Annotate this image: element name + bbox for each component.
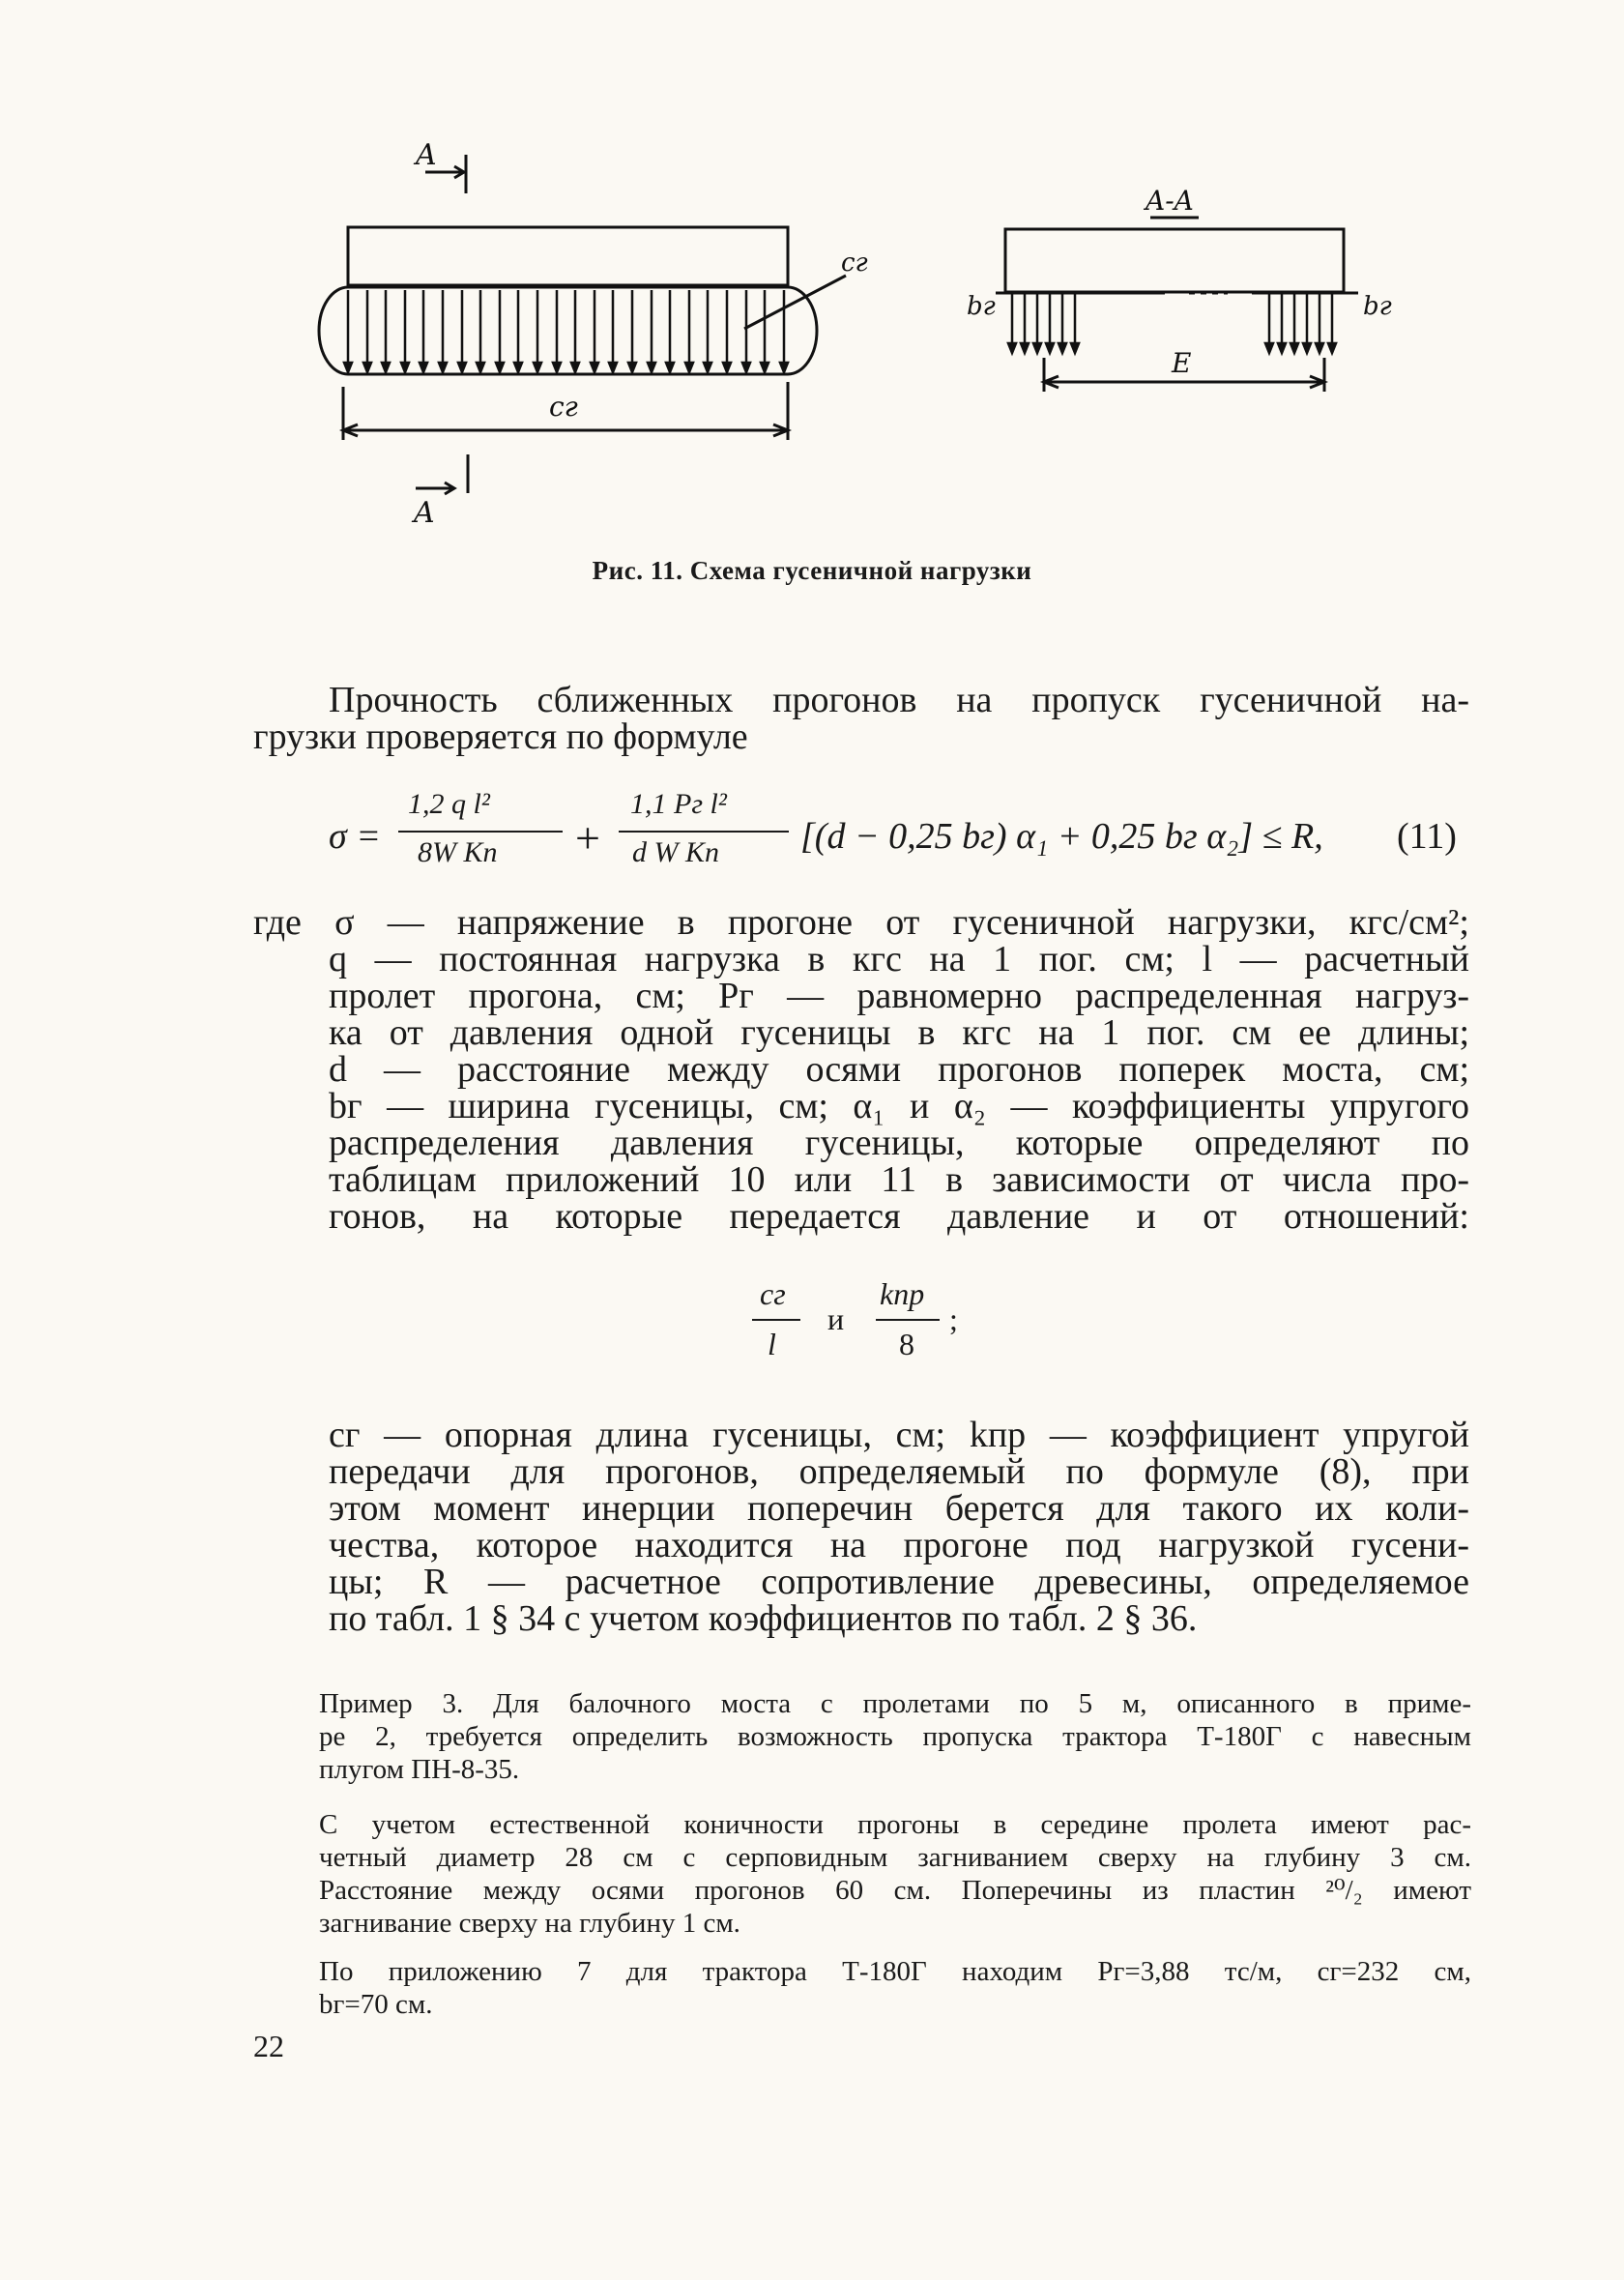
ratio-expression xyxy=(735,1276,986,1383)
length-label: cг xyxy=(549,391,578,423)
formula-number: (11) xyxy=(1397,816,1457,857)
track-load-section-diagram xyxy=(957,179,1411,445)
p3-line-3: этом момент инерции поперечин берется для такого их коли- xyxy=(329,1488,1469,1529)
ex3-line-2: bг=70 см. xyxy=(319,1989,433,2020)
frac1-numerator: 1,2 q l² xyxy=(408,788,490,820)
ex2-line-3: Расстояние между осями прогонов 60 см. Поперечины из пластин ²⁰/₂ имеют xyxy=(319,1875,1471,1906)
ratio-num-2: kпр xyxy=(880,1276,925,1311)
ex3-line-1: По приложению 7 для трактора Т-180Г находим Pг=3,88 тс/м, cг=232 см, xyxy=(319,1956,1471,1987)
p3-line-4: чества, которое находится на прогоне под нагрузкой гусени- xyxy=(329,1525,1469,1565)
formula-11 xyxy=(329,788,1469,885)
section-mark-bottom-label: A xyxy=(414,496,435,530)
p2-line-6: bг — ширина гусеницы, см; α₁ и α₂ — коэффициенты упругого xyxy=(329,1086,1469,1126)
p2-line-8: таблицам приложений 10 или 11 в зависимости от числа про- xyxy=(329,1159,1469,1200)
p2-line-2: q — постоянная нагрузка в кгс на 1 пог. см; l — расчетный xyxy=(329,939,1469,979)
ex-line-3: плугом ПН-8-35. xyxy=(319,1754,520,1785)
ratio-den-2: 8 xyxy=(899,1327,914,1361)
left-load-arrows xyxy=(344,290,788,372)
p3-line-6: по табл. 1 § 34 с учетом коэффициентов по табл. 2 § 36. xyxy=(329,1598,1198,1639)
page-number: 22 xyxy=(253,2029,284,2063)
ratio-end: ; xyxy=(949,1301,958,1336)
figure-caption: Рис. 11. Схема гусеничной нагрузки xyxy=(592,556,1032,585)
formula-rest: [(d − 0,25 bг) α₁ + 0,25 bг α₂] ≤ R, xyxy=(800,816,1323,857)
p2-line-3: пролет прогона, см; Pг — равномерно распределенная нагруз- xyxy=(329,976,1469,1016)
ex2-line-1: С учетом естественной коничности прогоны в середине пролета имеют рас- xyxy=(319,1809,1471,1840)
p3-line-5: цы; R — расчетное сопротивление древесины, определяемое xyxy=(329,1562,1469,1602)
right-load-arrows xyxy=(1008,293,1336,353)
formula-plus: + xyxy=(575,813,600,862)
right-width-label: bг xyxy=(1363,292,1392,321)
ex-line-1: Пример 3. Для балочного моста с пролетами по 5 м, описанного в приме- xyxy=(319,1688,1471,1719)
frac1-denominator: 8W Kп xyxy=(418,836,498,868)
ex2-line-4: загнивание сверху на глубину 1 см. xyxy=(319,1908,740,1939)
load-label: cг xyxy=(841,248,868,278)
p2-line-9: гонов, на которые передается давление и от отношений: xyxy=(329,1196,1469,1237)
p3-line-1: cг — опорная длина гусеницы, см; kпр — коэффициент упругой xyxy=(329,1415,1469,1455)
formula-lhs: σ = xyxy=(329,816,381,857)
span-label: E xyxy=(1172,347,1192,379)
ratio-den-1: l xyxy=(768,1327,776,1361)
section-mark-top-label: A xyxy=(416,138,437,172)
p3-line-2: передачи для прогонов, определяемый по формуле (8), при xyxy=(329,1451,1469,1492)
track-load-plan-diagram xyxy=(290,135,889,551)
paragraph-1-line-2: грузки проверяется по формуле xyxy=(253,716,748,757)
p2-line-1: где σ — напряжение в прогоне от гусеничной нагрузки, кгс/см²; xyxy=(253,902,1469,943)
left-width-label: bг xyxy=(967,292,996,321)
frac2-denominator: d W Kп xyxy=(632,836,719,868)
frac2-numerator: 1,1 Pг l² xyxy=(630,788,727,820)
p2-line-4: ка от давления одной гусеницы в кгс на 1 пог. см ее длины; xyxy=(329,1012,1469,1053)
paragraph-1-line-1: Прочность сближенных прогонов на пропуск гусеничной на- xyxy=(329,680,1469,720)
ratio-num-1: cг xyxy=(760,1276,786,1311)
ratio-conj: и xyxy=(827,1301,845,1336)
p2-line-5: d — расстояние между осями прогонов поперек моста, см; xyxy=(329,1049,1469,1090)
ex-line-2: ре 2, требуется определить возможность пропуска трактора Т-180Г с навесным xyxy=(319,1721,1471,1752)
ex2-line-2: четный диаметр 28 см с серповидным загниванием сверху на глубину 3 см. xyxy=(319,1842,1471,1873)
p2-line-7: распределения давления гусеницы, которые определяют по xyxy=(329,1123,1469,1163)
section-title: A-A xyxy=(1146,185,1194,217)
